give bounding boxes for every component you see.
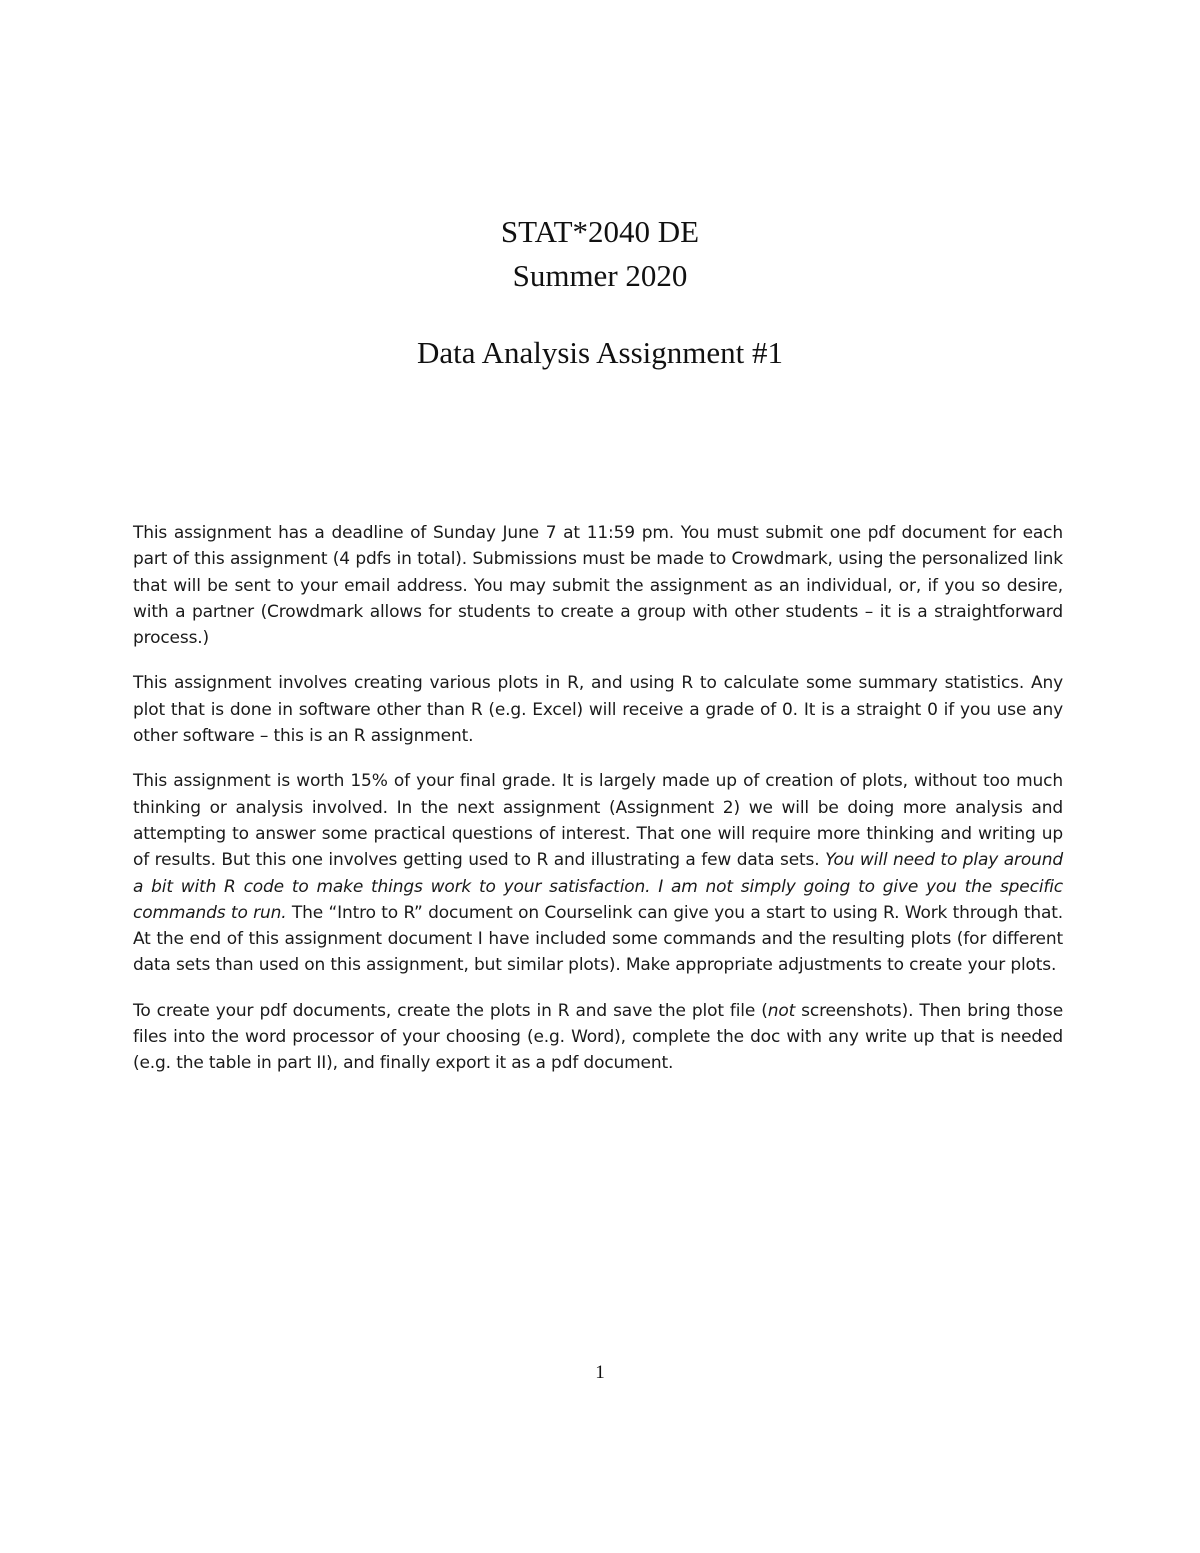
assignment-title: Data Analysis Assignment #1 bbox=[417, 335, 783, 370]
paragraph-grading-text-a: This assignment is worth 15% of your final grade. It is largely made up of creation of plots, without too much thinking or analysis involved. In the next assignment (Assignment 2) we will be doing more analysis and attempting to answer some practical questions of interest. That one will require more thinking and writing up of results. But this one involves getting used to R and illustrating a few data sets. bbox=[133, 771, 1063, 871]
body-text bbox=[133, 520, 1063, 1096]
course-code: STAT*2040 DE bbox=[500, 214, 700, 249]
paragraph-grading-italic: You will need to play around a bit with R code to make things work to your satisfaction. I am not simply going to give you the specific commands to run. bbox=[133, 850, 1064, 923]
paragraph-grading bbox=[133, 768, 1063, 978]
paragraph-pdf-text-a: To create your pdf documents, create the plots in R and save the plot file ( bbox=[133, 1000, 768, 1021]
paragraph-pdf-text-b: screenshots). Then bring those files into the word processor of your choosing (e.g. Word), complete the doc with any write up that is needed (e.g. the table in part II), and finally export it as a pdf document. bbox=[133, 1000, 1064, 1074]
paragraph-pdf-instructions bbox=[133, 998, 1063, 1077]
paragraph-deadline: This assignment has a deadline of Sunday June 7 at 11:59 pm. You must submit one pdf document for each part of this assignment (4 pdfs in total). Submissions must be made to Crowdmark, using the personalized link that will be sent to your email address. You may submit the assignment as an individual, or, if you so desire, with a partner (Crowdmark allows for students to create a group with other students – it is a straightforward process.) bbox=[133, 523, 1063, 649]
page-number: 1 bbox=[595, 1362, 605, 1383]
paragraph-software: This assignment involves creating various plots in R, and using R to calculate some summary statistics. Any plot that is done in software other than R (e.g. Excel) will receive a grade of 0. It is a straight 0 if you use any other software – this is an R assignment. bbox=[133, 673, 1063, 747]
term: Summer 2020 bbox=[512, 258, 688, 293]
paragraph-grading-text-b: The “Intro to R” document on Courselink can give you a start to using R. Work through that. At the end of this assignment document I have included some commands and the resulting plots (for different data sets than used on this assignment, but similar plots). Make appropriate adjustments to create your plots. bbox=[133, 902, 1064, 976]
paragraph-pdf-italic: not bbox=[767, 1000, 796, 1021]
